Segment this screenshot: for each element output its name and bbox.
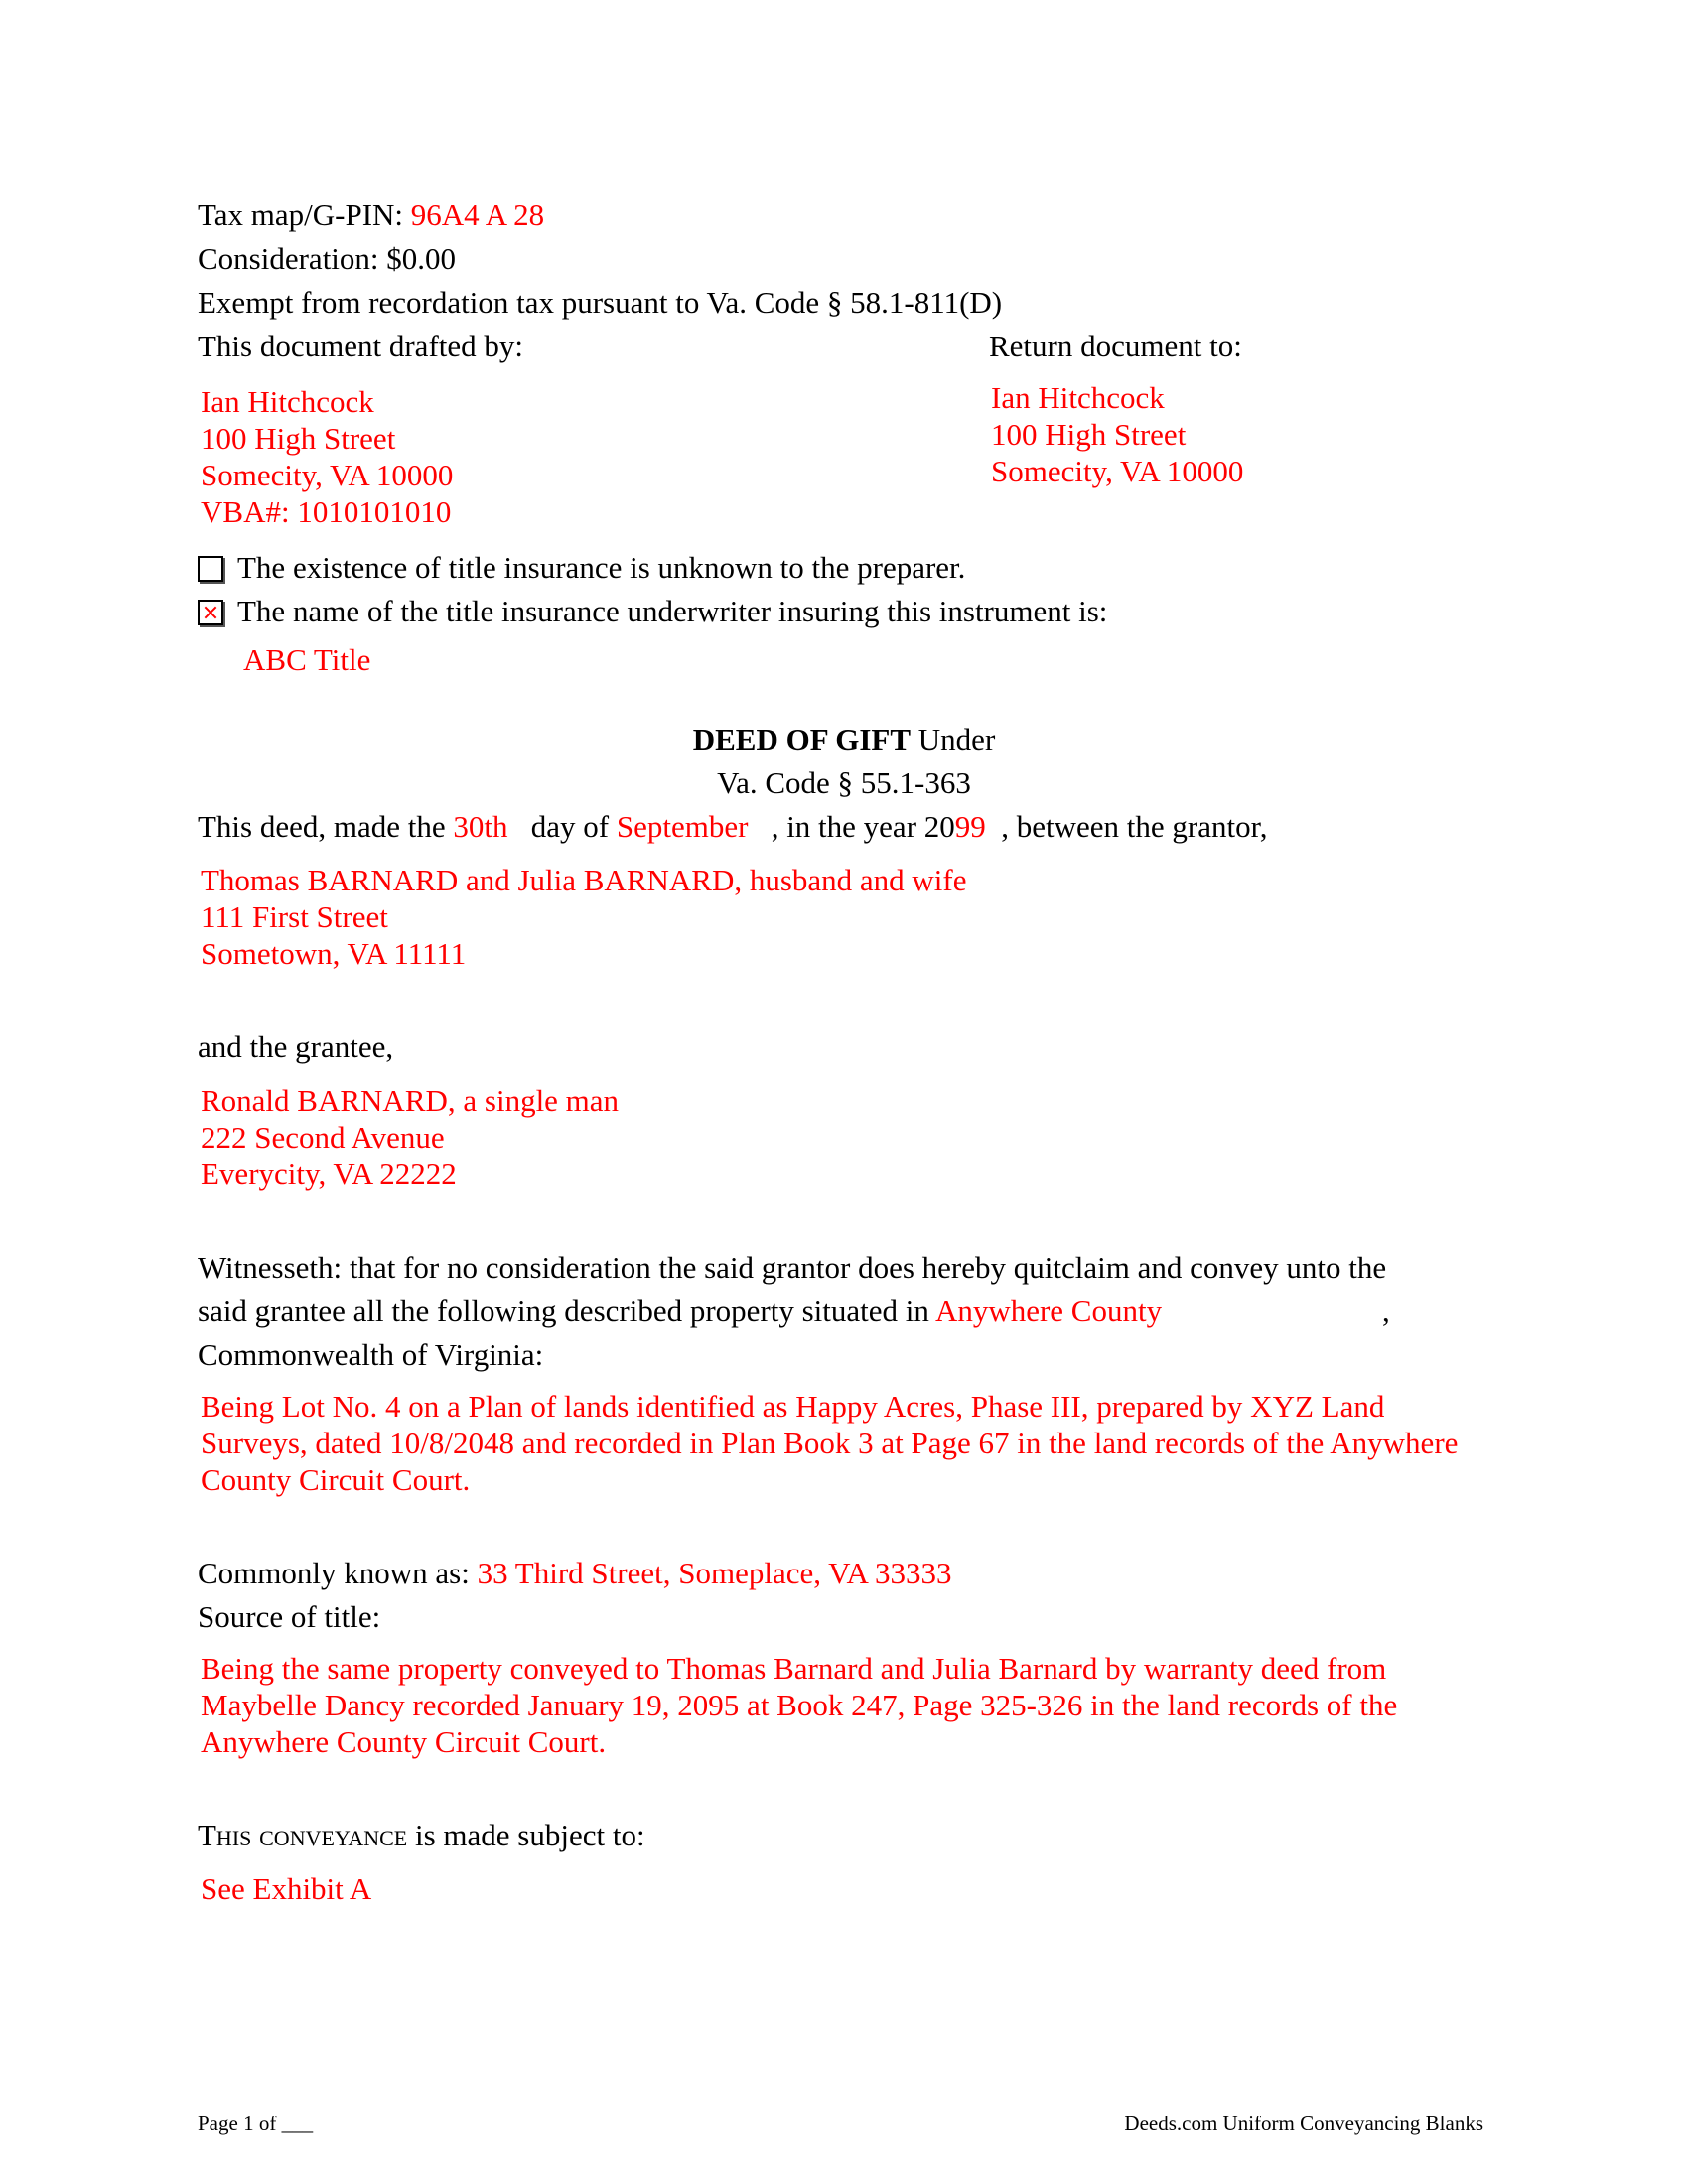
deed-month: September <box>616 809 749 844</box>
grantee-street: 222 Second Avenue <box>201 1120 445 1155</box>
drafted-by-block <box>201 383 453 530</box>
deed-code: Va. Code § 55.1-363 <box>717 765 971 800</box>
witnesseth-line-2 <box>198 1293 1162 1330</box>
return-to-label: Return document to: <box>989 329 1242 363</box>
grantor-city: Sometown, VA 11111 <box>201 936 467 971</box>
grantee-block <box>201 1082 619 1192</box>
source-of-title-label: Source of title: <box>198 1599 381 1634</box>
deed-line-part3: , in the year 20 <box>771 809 955 844</box>
commonly-known-value: 33 Third Street, Someplace, VA 33333 <box>477 1556 952 1590</box>
deed-line-part4: , between the grantor, <box>1001 809 1268 844</box>
drafted-by-street: 100 High Street <box>201 421 396 456</box>
conveyance-line <box>198 1817 645 1854</box>
drafted-by-city: Somecity, VA 10000 <box>201 458 454 492</box>
title-insurance-underwriter-checkbox[interactable] <box>198 600 223 625</box>
return-to-name: Ian Hitchcock <box>991 380 1165 415</box>
exempt-line: Exempt from recordation tax pursuant to Va. Code § 58.1-811(D) <box>198 285 1003 320</box>
title-insurance-unknown-label: The existence of title insurance is unknown to the preparer. <box>237 550 966 585</box>
conveyance-label-rest: is made subject to: <box>407 1818 645 1852</box>
commonly-known-line <box>198 1555 951 1592</box>
return-to-city: Somecity, VA 10000 <box>991 454 1244 488</box>
title-insurance-unknown-checkbox[interactable] <box>198 556 223 582</box>
underwriter-name: ABC Title <box>243 642 371 677</box>
witnesseth-line-3: Commonwealth of Virginia: <box>198 1337 544 1372</box>
deed-line-part1: This deed, made the <box>198 809 454 844</box>
commonly-known-label: Commonly known as: <box>198 1556 478 1590</box>
tax-map-line <box>198 197 544 234</box>
footer-brand: Deeds.com Uniform Conveyancing Blanks <box>1124 2112 1483 2135</box>
witnesseth-line-2-text: said grantee all the following described property situated in <box>198 1294 935 1328</box>
footer-page-number: Page 1 of ___ <box>198 2112 314 2135</box>
grantor-street: 111 First Street <box>201 899 388 934</box>
deed-date-line <box>198 808 1267 846</box>
deed-title-bold: DEED OF GIFT <box>692 722 912 756</box>
grantee-label: and the grantee, <box>198 1029 394 1064</box>
tax-map-value: 96A4 A 28 <box>410 198 545 232</box>
grantor-names: Thomas BARNARD and Julia BARNARD, husband and wife <box>201 863 967 897</box>
consideration-line: Consideration: $0.00 <box>198 241 457 276</box>
conveyance-label-sc: This conveyance <box>198 1818 408 1852</box>
title-insurance-underwriter-label: The name of the title insurance underwriter insuring this instrument is: <box>237 594 1108 628</box>
drafted-by-vba: VBA#: 1010101010 <box>201 494 452 529</box>
witnesseth-line-1: Witnesseth: that for no consideration the said grantor does hereby quitclaim and convey unto the <box>198 1250 1387 1285</box>
witnesseth-county: Anywhere County <box>934 1294 1163 1328</box>
grantee-city: Everycity, VA 22222 <box>201 1157 457 1191</box>
drafted-by-label: This document drafted by: <box>198 329 523 363</box>
deed-day: 30th <box>453 809 508 844</box>
deed-line-part2: day of <box>530 809 617 844</box>
deed-title-rest: Under <box>911 722 996 756</box>
title-insurance-underwriter-row <box>198 593 1107 630</box>
deed-year: 99 <box>954 809 986 844</box>
return-to-block <box>991 379 1243 489</box>
witnesseth-comma: , <box>1382 1294 1390 1328</box>
title-insurance-unknown-row <box>198 549 965 587</box>
tax-map-label: Tax map/G-PIN: <box>198 198 404 232</box>
drafted-by-name: Ian Hitchcock <box>201 384 374 419</box>
conveyance-value: See Exhibit A <box>201 1871 372 1906</box>
return-to-street: 100 High Street <box>991 417 1187 452</box>
source-of-title-value: Being the same property conveyed to Thomas Barnard and Julia Barnard by warranty deed from Maybelle Dancy recorded January 19, 2095 at Book 247, Page 325-326 in the land records of the Anywhere County Circuit Court. <box>201 1651 1398 1759</box>
grantor-block <box>201 862 967 972</box>
grantee-name: Ronald BARNARD, a single man <box>201 1083 620 1118</box>
deed-title <box>0 721 1688 758</box>
legal-description: Being Lot No. 4 on a Plan of lands identified as Happy Acres, Phase III, prepared by XYZ Land Surveys, dated 10/8/2048 and recorded in Plan Book 3 at Page 67 in the land records of the Anywhere County Circuit Court. <box>201 1389 1459 1497</box>
